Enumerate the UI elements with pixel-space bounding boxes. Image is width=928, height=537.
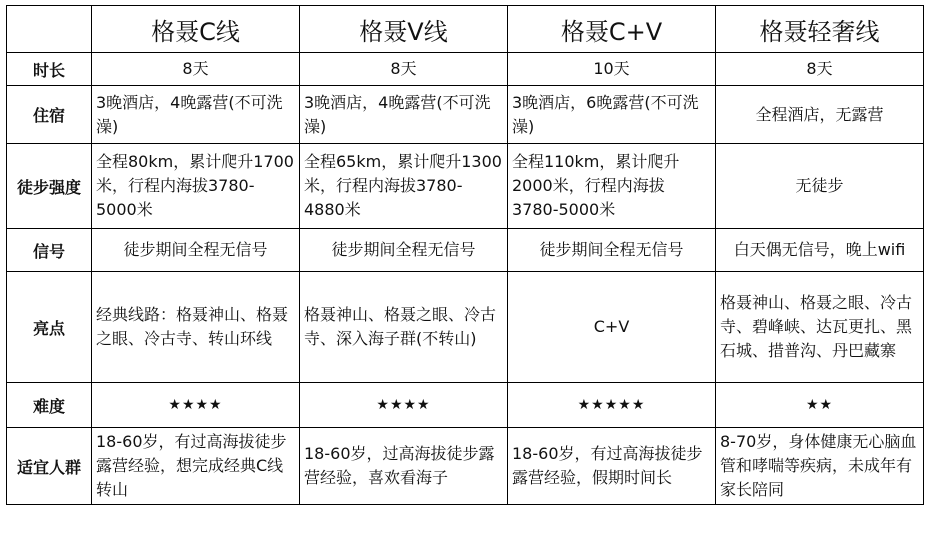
cell-difficulty-cv: ★★★★★ bbox=[508, 383, 716, 428]
table-row-duration bbox=[7, 53, 924, 86]
cell-signal-v: 徒步期间全程无信号 bbox=[300, 229, 508, 272]
cell-hiking-c: 全程80km，累计爬升1700米，行程内海拔3780-5000米 bbox=[92, 144, 300, 229]
cell-lodging-luxury: 全程酒店，无露营 bbox=[716, 86, 924, 144]
cell-duration-luxury: 8天 bbox=[716, 53, 924, 86]
cell-difficulty-v: ★★★★ bbox=[300, 383, 508, 428]
header-v-line: 格聂V线 bbox=[300, 6, 508, 53]
header-c-line: 格聂C线 bbox=[92, 6, 300, 53]
row-label-suitable: 适宜人群 bbox=[7, 428, 92, 505]
cell-highlights-v: 格聂神山、格聂之眼、冷古寺、深入海子群(不转山) bbox=[300, 272, 508, 383]
cell-difficulty-c: ★★★★ bbox=[92, 383, 300, 428]
cell-suitable-v: 18-60岁，过高海拔徒步露营经验，喜欢看海子 bbox=[300, 428, 508, 505]
row-label-difficulty: 难度 bbox=[7, 383, 92, 428]
row-label-signal: 信号 bbox=[7, 229, 92, 272]
table-row-hiking bbox=[7, 144, 924, 229]
header-cv-line: 格聂C+V bbox=[508, 6, 716, 53]
cell-highlights-c: 经典线路：格聂神山、格聂之眼、冷古寺、转山环线 bbox=[92, 272, 300, 383]
cell-suitable-luxury: 8-70岁，身体健康无心脑血管和哮喘等疾病，未成年有家长陪同 bbox=[716, 428, 924, 505]
cell-lodging-c: 3晚酒店，4晚露营(不可洗澡) bbox=[92, 86, 300, 144]
corner-cell bbox=[7, 6, 92, 53]
cell-lodging-cv: 3晚酒店，6晚露营(不可洗澡) bbox=[508, 86, 716, 144]
cell-highlights-luxury: 格聂神山、格聂之眼、冷古寺、碧峰峡、达瓦更扎、黑石城、措普沟、丹巴藏寨 bbox=[716, 272, 924, 383]
cell-highlights-cv: C+V bbox=[508, 272, 716, 383]
header-luxury-line: 格聂轻奢线 bbox=[716, 6, 924, 53]
cell-lodging-v: 3晚酒店，4晚露营(不可洗澡) bbox=[300, 86, 508, 144]
cell-duration-cv: 10天 bbox=[508, 53, 716, 86]
table-row-difficulty bbox=[7, 383, 924, 428]
row-label-duration: 时长 bbox=[7, 53, 92, 86]
row-label-highlights: 亮点 bbox=[7, 272, 92, 383]
cell-duration-c: 8天 bbox=[92, 53, 300, 86]
cell-signal-cv: 徒步期间全程无信号 bbox=[508, 229, 716, 272]
table-row-signal bbox=[7, 229, 924, 272]
row-label-hiking: 徒步强度 bbox=[7, 144, 92, 229]
header-row bbox=[7, 6, 924, 53]
cell-signal-c: 徒步期间全程无信号 bbox=[92, 229, 300, 272]
cell-suitable-cv: 18-60岁，有过高海拔徒步露营经验，假期时间长 bbox=[508, 428, 716, 505]
table-row-suitable bbox=[7, 428, 924, 505]
table-row-highlights bbox=[7, 272, 924, 383]
cell-hiking-luxury: 无徒步 bbox=[716, 144, 924, 229]
cell-suitable-c: 18-60岁，有过高海拔徒步露营经验，想完成经典C线转山 bbox=[92, 428, 300, 505]
cell-difficulty-luxury: ★★ bbox=[716, 383, 924, 428]
cell-hiking-cv: 全程110km，累计爬升2000米，行程内海拔3780-5000米 bbox=[508, 144, 716, 229]
route-comparison-table bbox=[6, 5, 924, 505]
row-label-lodging: 住宿 bbox=[7, 86, 92, 144]
cell-duration-v: 8天 bbox=[300, 53, 508, 86]
cell-signal-luxury: 白天偶无信号，晚上wifi bbox=[716, 229, 924, 272]
cell-hiking-v: 全程65km，累计爬升1300米，行程内海拔3780-4880米 bbox=[300, 144, 508, 229]
table-row-lodging bbox=[7, 86, 924, 144]
